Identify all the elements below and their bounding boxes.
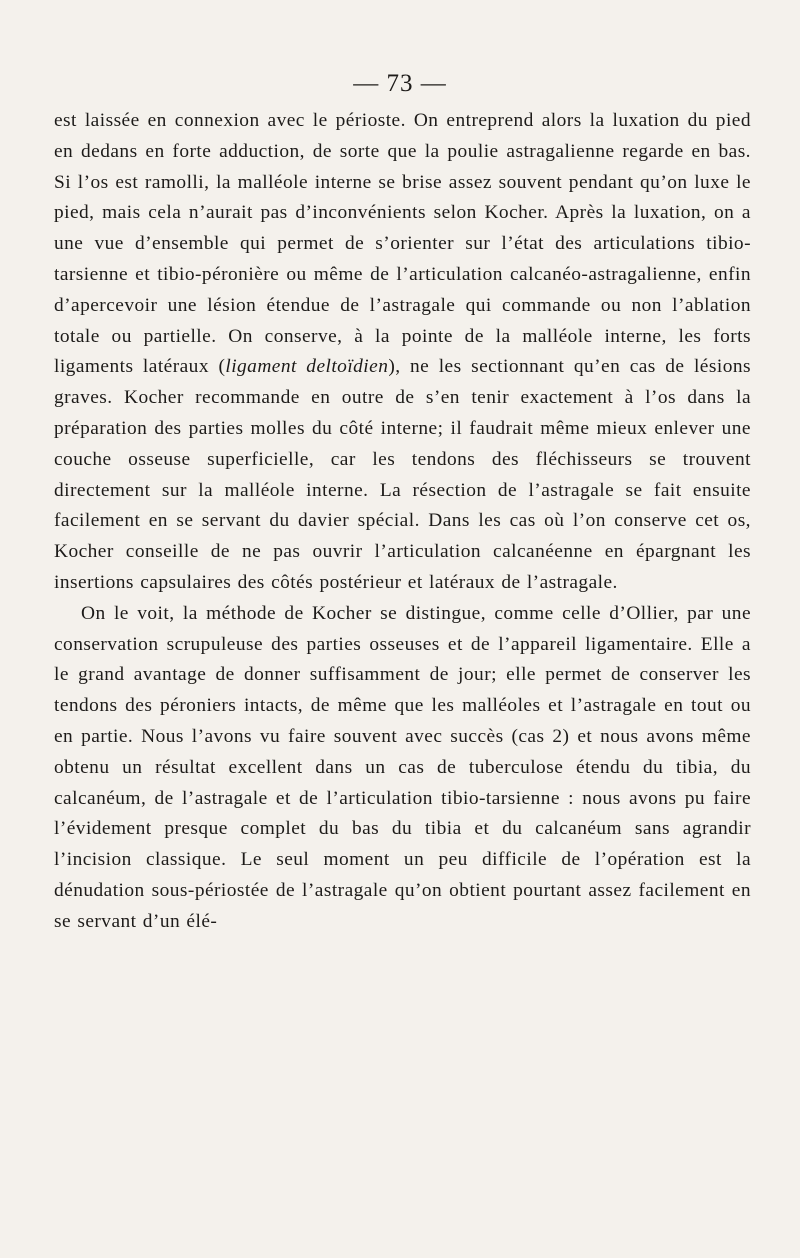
- paragraph-1-text-b: ), ne les sectionnant qu’en cas de lésions graves. Kocher recommande en outre de s’en tenir exactement à l’os dans la préparation des parties molles du côté interne; il faudrait même mieux enlever une couche osseuse superficielle, car les tendons des fléchisseurs se trouvent directement sur la malléole interne. La résection de l’astragale se fait ensuite facilement en se servant du davier spécial. Dans les cas où l’on conserve cet os, Kocher conseille de ne pas ouvrir l’articulation calcanéenne en épargnant les insertions capsulaires des côtés postérieur et latéraux de l’astragale.: [54, 356, 751, 593]
- paragraph-1: [54, 106, 751, 599]
- paragraph-1-text-a: est laissée en connexion avec le périoste. On entreprend alors la luxation du pied en dedans en forte adduction, de sorte que la poulie astragalienne regarde en bas. Si l’os est ramolli, la malléole interne se brise assez souvent pendant qu’on luxe le pied, mais cela n’aurait pas d’inconvénients selon Kocher. Après la luxation, on a une vue d’ensemble qui permet de s’orienter sur l’état des articulations tibio-tarsienne et tibio-péronière ou même de l’articulation calcanéo-astragalienne, enfin d’apercevoir une lésion étendue de l’astragale qui commande ou non l’ablation totale ou partielle. On conserve, à la pointe de la malléole interne, les forts ligaments latéraux (: [54, 110, 751, 378]
- paragraph-1-italic-term: ligament deltoïdien: [225, 356, 389, 378]
- body-text: [54, 106, 751, 938]
- page-number: — 73 —: [353, 70, 447, 97]
- paragraph-2: [54, 599, 751, 938]
- paragraph-2-text: On le voit, la méthode de Kocher se distingue, comme celle d’Ollier, par une conservation scrupuleuse des parties osseuses et de l’appareil ligamentaire. Elle a le grand avantage de donner suffisamment de jour; elle permet de conserver les tendons des péroniers intacts, de même que les malléoles et l’astragale en tout ou en partie. Nous l’avons vu faire souvent avec succès (cas 2) et nous avons même obtenu un résultat excellent dans un cas de tuberculose étendu du tibia, du calcanéum, de l’astragale et de l’articulation tibio-tarsienne : nous avons pu faire l’évidement presque complet du bas du tibia et du calcanéum sans agrandir l’incision classique. Le seul moment un peu difficile de l’opération est la dénudation sous-périostée de l’astragale qu’on obtient pourtant assez facilement en se servant d’un élé-: [54, 602, 751, 932]
